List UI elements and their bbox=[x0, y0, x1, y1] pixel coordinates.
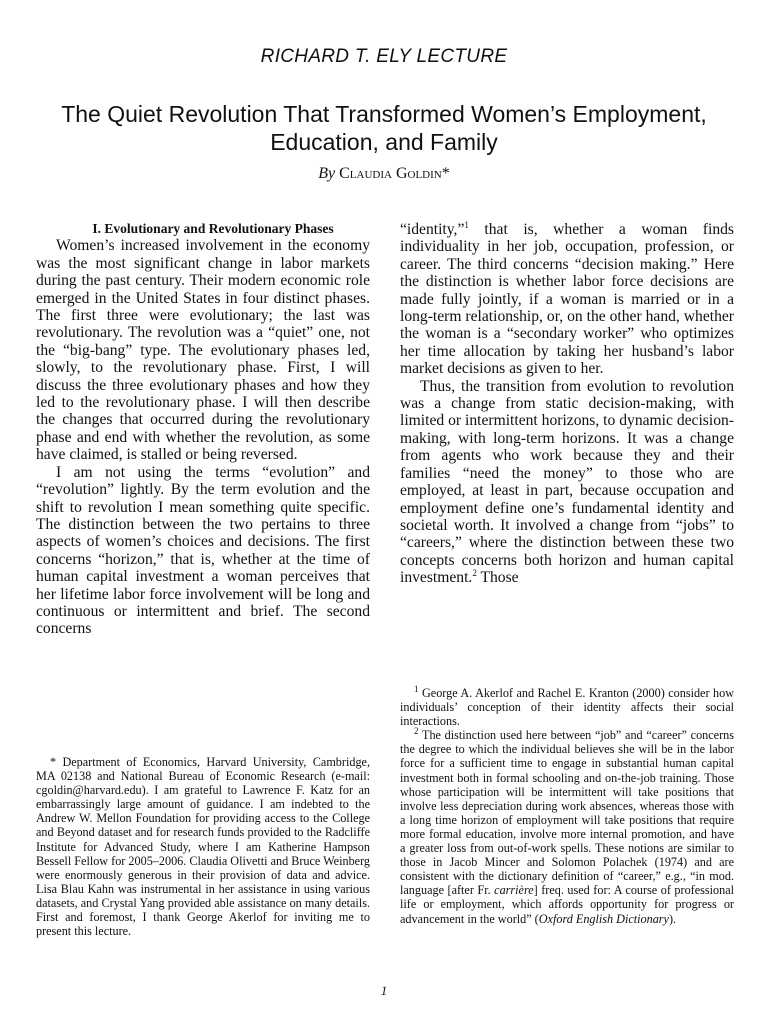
footnote-mark: 1 bbox=[414, 683, 419, 694]
footnote-1 bbox=[400, 683, 734, 729]
body-paragraph: I am not using the terms “evolution” and “revolution” lightly. By the term evolution and the shift to revolution I mean something quite specific. The distinction between the two pertains to three aspects of women’s choices and decisions. The first concerns “horizon,” that is, whether at the time of human capital investment a woman perceives that her lifetime labor force involvement will be long and continuous or intermittent and brief. The second concerns bbox=[36, 463, 370, 638]
footnote-text: The distinction used here between “job” and “career” concerns the degree to which the individual believes she will be in the labor force for a sufficient time to engage in substantial human capital investment both in formal schooling and on-the-job training. Those whose participation will be intermittent will take positions that involve less depreciation during work absences, whereas those with a long time horizon of employment will take positions that require more formal education, involve more internal promotion, and have a greater loss from out-of-work spells. These notions are similar to those in Jacob Mincer and Solomon Polachek (1974) and are consistent with the dictionary definition of “career,” e.g., “in mod. language [after Fr. bbox=[400, 728, 734, 898]
text-run: Those bbox=[476, 569, 519, 587]
body-paragraph bbox=[400, 378, 734, 587]
page-number: 1 bbox=[380, 983, 388, 998]
body-paragraph: Women’s increased involvement in the economy was the most significant change in labor markets during the past century. Their modern economic role emerged in the United States in four distinct phases. The first three were evolutionary; the last was revolutionary. The revolution was a “quiet” one, not the “big-bang” type. The evolutionary phases led, slowly, to the revolutionary phase. First, I will discuss the three evolutionary phases and how they led to the revolutionary phase. I will then describe the changes that occurred during the revolutionary phase and end with whether the revolution, as some have claimed, is stalled or being reversed. bbox=[36, 237, 370, 464]
section-heading: I. Evolutionary and Revolutionary Phases bbox=[92, 221, 334, 236]
byline bbox=[0, 165, 768, 183]
footnote-source: Oxford English Dictionary bbox=[538, 911, 669, 926]
text-run: Thus, the transition from evolution to revolution was a change from static decision-making, with limited or intermittent horizons, to dynamic decision-making, with long-term horizons. It was a change from agents who work because they and their families “need the money” to those who are employed, at least in part, because occupation and employment define one’s fundamental identity and societal worth. It involved a change from “jobs” to “careers,” where the distinction between these two concepts concerns both horizon and human capital investment. bbox=[400, 377, 734, 587]
footnote-ref: 1 bbox=[464, 219, 469, 230]
footnote-italic-word: carrière bbox=[494, 883, 534, 898]
right-column bbox=[400, 221, 734, 587]
footnote-text: George A. Akerlof and Rachel E. Kranton (2000) consider how individuals’ conception of their identity affects their social interactions. bbox=[400, 686, 734, 729]
body-paragraph bbox=[400, 221, 734, 378]
author-name: Claudia Goldin* bbox=[339, 165, 450, 182]
paper-title: The Quiet Revolution That Transformed Women’s Employment, Education, and Family bbox=[61, 101, 707, 155]
left-column bbox=[36, 220, 370, 638]
footnote-text: ). bbox=[668, 911, 677, 926]
author-footnote bbox=[36, 755, 370, 938]
footnote-mark: 2 bbox=[414, 726, 419, 737]
footnote-2 bbox=[400, 728, 734, 925]
footnote-text: ] freq. used for: A course of professional life or employment, which affords opportunity for progress or advancement in the world” ( bbox=[400, 883, 734, 926]
text-run: “identity,” bbox=[400, 221, 465, 238]
footnote-ref: 2 bbox=[472, 567, 477, 578]
footnotes-right bbox=[400, 683, 734, 926]
lecture-label: RICHARD T. ELY LECTURE bbox=[260, 46, 508, 67]
text-run: that is, whether a woman finds individuality in her job, occupation, profession, or career. The third concerns “decision making.” Here the distinction is whether labor force decisions are made fully jointly, if a woman is married or in a long-term relationship, or, on the other hand, whether the woman is a “secondary worker” who optimizes her time allocation by taking her husband’s labor market decisions as given to her. bbox=[400, 221, 734, 378]
byline-by: By bbox=[318, 165, 336, 182]
footnote-text: * Department of Economics, Harvard University, Cambridge, MA 02138 and National Bureau of Economic Research (e-mail: cgoldin@harvard.edu). I am grateful to Lawrence F. Katz for an embarrassingly large amount of guidance. I am indebted to the Andrew W. Mellon Foundation for providing access to the College and Beyond dataset and for research funds provided to the Radcliffe Institute for Advanced Study, where I am Katherine Hampson Bessell Fellow for 2005–2006. Claudia Olivetti and Bruce Weinberg were enormously generous in their provision of data and advice. Lisa Blau Kahn was instrumental in her assistance in using various datasets, and Crystal Yang provided able assistance on many details. First and foremost, I thank George Akerlof for inviting me to present this lecture. bbox=[36, 755, 371, 939]
